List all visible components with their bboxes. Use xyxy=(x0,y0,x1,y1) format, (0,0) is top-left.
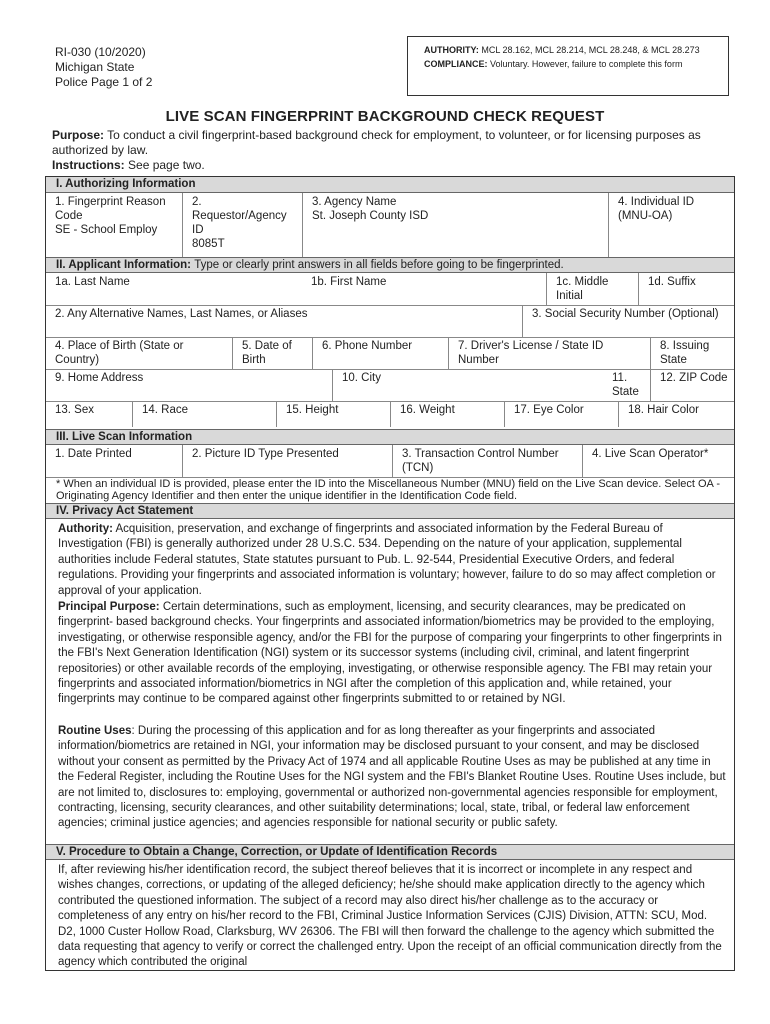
reason-code-field[interactable] xyxy=(46,193,182,257)
picture-id-label: 2. Picture ID Type Presented xyxy=(192,448,339,460)
routine-uses-paragraph xyxy=(58,724,728,832)
section-2-title: II. Applicant Information: xyxy=(56,259,192,271)
agency-name-field[interactable] xyxy=(302,193,608,257)
requestor-id-value: 8085T xyxy=(192,238,225,250)
instructions-label: Instructions: xyxy=(52,158,125,172)
instructions-text: See page two. xyxy=(128,158,205,172)
ssn-field[interactable] xyxy=(522,305,734,337)
section-2-instruction: Type or clearly print answers in all fields before going to be fingerprinted. xyxy=(194,259,564,271)
routine-uses-text: : During the processing of this application and for as long thereafter as your fingerprints and associated information/biometrics are retained in NGI, your information may be disclosed pursuant to your consent, and may be disclosed without your consent as permitted by the Privacy Act of 1974 and all applicable Routine Uses as may be published at any time in the Federal Register, including the Routine Uses for the NGI system and the FBI's Blanket Routine Uses. Routine Uses include, but are not limited to, disclosures to: employing, governmental or authorized non-governmental agencies responsible for employment, contracting, licensing, security clearances, and other suitability determinations; local, state, tribal, or federal law enforcement agencies; criminal justice agencies; and agencies responsible for national security or public safety. xyxy=(58,725,726,830)
sex-field[interactable] xyxy=(46,401,132,427)
birth-date-field[interactable] xyxy=(232,337,312,369)
race-label: 14. Race xyxy=(142,404,189,416)
city-label: 10. City xyxy=(342,372,381,384)
authority-box xyxy=(407,36,729,96)
middle-initial-field[interactable] xyxy=(546,273,638,305)
purpose-block xyxy=(52,128,742,173)
issuing-state-field[interactable] xyxy=(650,337,734,369)
purpose-text: To conduct a civil fingerprint-based background check for employment, to volunteer, or for licensing purposes as authorized by law. xyxy=(52,128,701,157)
individual-id-label: 4. Individual ID (MNU-OA) xyxy=(618,196,695,222)
eye-color-label: 17. Eye Color xyxy=(514,404,584,416)
agency-name-label: 3. Agency Name xyxy=(312,196,397,208)
privacy-authority-label: Authority: xyxy=(58,523,113,535)
individual-id-field[interactable] xyxy=(608,193,734,257)
authority-label: AUTHORITY: xyxy=(424,45,479,55)
alt-names-label: 2. Any Alternative Names, Last Names, or Aliases xyxy=(55,308,308,320)
suffix-field[interactable] xyxy=(638,273,734,305)
purpose-label: Purpose: xyxy=(52,128,105,142)
phone-field[interactable] xyxy=(312,337,448,369)
first-name-field[interactable] xyxy=(302,273,546,305)
last-name-field[interactable] xyxy=(46,273,302,305)
reason-code-value: SE - School Employ xyxy=(55,224,158,236)
birth-place-field[interactable] xyxy=(46,337,232,369)
compliance-label: COMPLIANCE: xyxy=(424,59,488,69)
city-field[interactable] xyxy=(332,369,602,401)
section-1-heading: I. Authorizing Information xyxy=(46,177,734,193)
date-printed-label: 1. Date Printed xyxy=(55,448,132,460)
authority-text: MCL 28.162, MCL 28.214, MCL 28.248, & MCL 28.273 xyxy=(481,45,700,55)
page-title: LIVE SCAN FINGERPRINT BACKGROUND CHECK REQUEST xyxy=(165,108,605,125)
principal-purpose-text: Certain determinations, such as employment, licensing, and security clearances, may be predicated on fingerprint- based background checks. Your fingerprints and associated information/biometrics may be provided to the employing, investigating, or otherwise responsible agency, and/or the FBI for the purpose of comparing your fingerprints to other fingerprints in the FBI's Next Generation Identification (NGI) system or its successor systems (including civil, criminal, and latent fingerprint repositories) or other available records of the employing, investigating, or otherwise responsible agency. The FBI may retain your fingerprints and associated information/biometrics in NGI after the completion of this application and, while retained, your fingerprints may continue to be compared against other fingerprints submitted to or retained by NGI. xyxy=(58,601,722,706)
home-address-field[interactable] xyxy=(46,369,332,401)
zip-field[interactable] xyxy=(650,369,734,401)
tcn-label: 3. Transaction Control Number (TCN) xyxy=(402,448,559,474)
zip-label: 12. ZIP Code xyxy=(660,372,728,384)
hair-color-label: 18. Hair Color xyxy=(628,404,699,416)
operator-label: 4. Live Scan Operator* xyxy=(592,448,709,460)
height-field[interactable] xyxy=(276,401,390,427)
live-scan-note: * When an individual ID is provided, please enter the ID into the Miscellaneous Number (MNU) field on the Live Scan device. Select OA - Originating Agency Identifier and then enter the unique identifier in the Identification Code field. xyxy=(56,478,720,502)
privacy-authority-text: Acquisition, preservation, and exchange of fingerprints and associated information by the Federal Bureau of Investigation (FBI) is generally authorized under 28 U.S.C. 534. Depending on the nature of your application, supplemental authorities include Federal statutes, State statutes pursuant to Pub. L. 92-544, Presidential Executive Orders, and federal regulations. Providing your fingerprints and associated information is voluntary; however, failure to do so may affect completion or approval of your application. xyxy=(58,523,716,597)
routine-uses-label: Routine Uses xyxy=(58,725,132,737)
height-label: 15. Height xyxy=(286,404,339,416)
requestor-id-label: 2. Requestor/Agency ID xyxy=(192,196,287,236)
privacy-authority-paragraph xyxy=(58,522,728,599)
principal-purpose-label: Principal Purpose: xyxy=(58,601,160,613)
requestor-id-field[interactable] xyxy=(182,193,302,257)
procedure-paragraph: If, after reviewing his/her identification record, the subject thereof believes that it is incorrect or incomplete in any respect and wishes changes, corrections, or updating of the alleged deficiency; he/she should make application directly to the agency which contributed the questioned information. The subject of a record may also direct his/her challenge as to the accuracy or completeness of any entry on his/her record to the FBI, Criminal Justice Information Services (CJIS) Division, ATTN: SCU, Mod. D2, 1000 Custer Hollow Road, Clarksburg, WV 26306. The FBI will then forward the challenge to the agency which submitted the data requesting that agency to verify or correct the challenged entry. Upon the receipt of an official communication directly from the agency which contributed the original xyxy=(58,864,722,969)
suffix-label: 1d. Suffix xyxy=(648,276,696,288)
race-field[interactable] xyxy=(132,401,276,427)
last-name-label: 1a. Last Name xyxy=(55,276,130,288)
phone-label: 6. Phone Number xyxy=(322,340,413,352)
form-body xyxy=(45,176,735,971)
section-5-heading: V. Procedure to Obtain a Change, Correction, or Update of Identification Records xyxy=(46,844,734,860)
form-id: RI-030 (10/2020) xyxy=(55,45,146,59)
section-2-heading xyxy=(46,257,734,273)
sex-label: 13. Sex xyxy=(55,404,94,416)
hair-color-field[interactable] xyxy=(618,401,734,427)
license-field[interactable] xyxy=(448,337,650,369)
first-name-label: 1b. First Name xyxy=(311,276,387,288)
birth-place-label: 4. Place of Birth (State or Country) xyxy=(55,340,184,366)
home-address-label: 9. Home Address xyxy=(55,372,144,384)
section-3-heading: III. Live Scan Information xyxy=(46,429,734,445)
page-number: Police Page 1 of 2 xyxy=(55,75,153,89)
issuing-state-label: 8. Issuing State xyxy=(660,340,710,366)
weight-field[interactable] xyxy=(390,401,504,427)
picture-id-field[interactable] xyxy=(182,445,392,477)
ssn-label: 3. Social Security Number (Optional) xyxy=(532,308,719,320)
section-4-heading: IV. Privacy Act Statement xyxy=(46,503,734,519)
eye-color-field[interactable] xyxy=(504,401,618,427)
weight-label: 16. Weight xyxy=(400,404,455,416)
principal-purpose-paragraph xyxy=(58,600,728,708)
state-field[interactable] xyxy=(602,369,650,401)
state-label: 11. State xyxy=(612,372,639,398)
birth-date-label: 5. Date of Birth xyxy=(242,340,292,366)
compliance-text: Voluntary. However, failure to complete this form xyxy=(490,59,683,69)
date-printed-field[interactable] xyxy=(46,445,182,477)
alt-names-field[interactable] xyxy=(46,305,522,337)
agency-name-value: St. Joseph County ISD xyxy=(312,210,429,222)
tcn-field[interactable] xyxy=(392,445,582,477)
operator-field[interactable] xyxy=(582,445,734,477)
form-header xyxy=(55,45,205,90)
agency-name: Michigan State xyxy=(55,60,135,74)
license-label: 7. Driver's License / State ID Number xyxy=(458,340,604,366)
reason-code-label: 1. Fingerprint Reason Code xyxy=(55,196,166,222)
middle-initial-label: 1c. Middle Initial xyxy=(556,276,609,302)
